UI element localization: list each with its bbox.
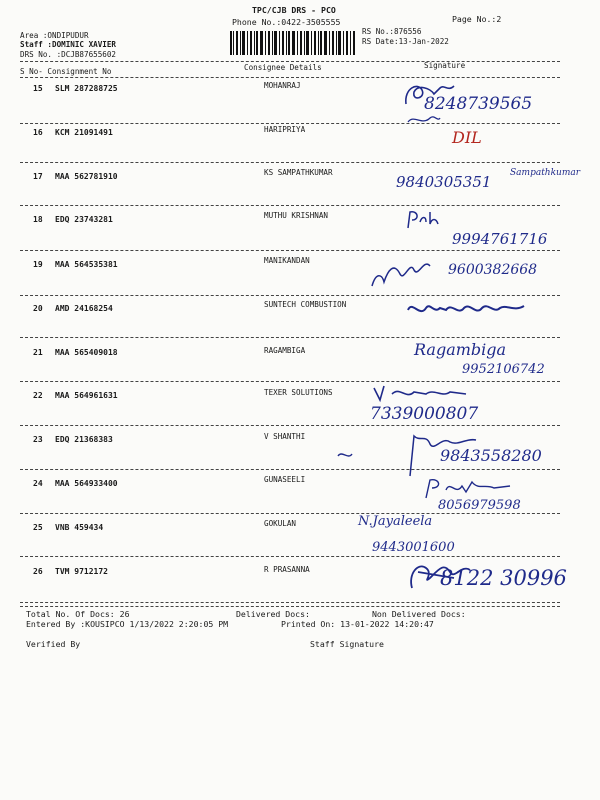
staff-signature: Staff Signature xyxy=(310,639,384,649)
barcode xyxy=(230,31,356,55)
signature-scribble xyxy=(368,252,436,292)
table-row xyxy=(0,388,600,405)
divider xyxy=(20,337,560,338)
row-consignee: GUNASEELI xyxy=(264,475,306,484)
divider xyxy=(20,250,560,251)
row-consignment: KCM 21091491 xyxy=(55,128,113,137)
row-sno: 25 xyxy=(33,523,43,532)
handwritten-name: Sampathkumar xyxy=(510,168,581,178)
divider xyxy=(20,123,560,124)
row-consignee: RAGAMBIGA xyxy=(264,346,306,355)
row-sno: 16 xyxy=(33,128,43,137)
handwritten-phone: 8122 30996 xyxy=(440,566,567,590)
signature-scribble xyxy=(370,382,480,404)
table-row xyxy=(0,348,600,362)
column-header-sno: S No- Consignment No xyxy=(20,67,112,76)
divider xyxy=(20,77,560,78)
row-consignee: KS SAMPATHKUMAR xyxy=(264,168,333,177)
column-header-consignee: Consignee Details xyxy=(244,63,322,72)
table-row xyxy=(0,125,600,142)
divider xyxy=(20,556,560,557)
row-consignment: MAA 562781910 xyxy=(55,172,118,181)
row-consignment: MAA 565409018 xyxy=(55,348,118,357)
row-consignment: MAA 564535381 xyxy=(55,260,118,269)
row-sno: 22 xyxy=(33,391,43,400)
divider xyxy=(20,61,560,62)
handwritten-phone: 9952106742 xyxy=(462,362,545,377)
row-consignment: EDQ 23743281 xyxy=(55,215,113,224)
document-title: TPC/CJB DRS - PCO xyxy=(252,5,336,15)
divider xyxy=(20,425,560,426)
printed-on: Printed On: 13-01-2022 14:20:47 xyxy=(281,619,434,629)
signature-scribble xyxy=(334,446,356,462)
row-consignment: SLM 287288725 xyxy=(55,84,118,93)
handwritten-phone: 8056979598 xyxy=(438,498,521,513)
divider xyxy=(20,205,560,206)
row-consignee: R PRASANNA xyxy=(264,565,310,574)
row-consignee: HARIPRIYA xyxy=(264,125,306,134)
row-consignee: MANIKANDAN xyxy=(264,256,310,265)
row-sno: 17 xyxy=(33,172,43,181)
row-consignment: MAA 564933400 xyxy=(55,479,118,488)
handwritten-phone: 9840305351 xyxy=(396,173,492,191)
signature-scribble xyxy=(404,112,444,128)
staff-label: Staff :DOMINIC XAVIER xyxy=(20,40,117,49)
row-consignee: MOHANRAJ xyxy=(264,81,301,90)
signature-scribble xyxy=(404,298,530,320)
handwritten-phone: 9994761716 xyxy=(452,230,548,248)
column-header-signature: Signature xyxy=(424,61,466,70)
drs-number: DRS No. :DCJB87655602 xyxy=(20,50,117,59)
rs-number: RS No.:876556 xyxy=(362,27,422,36)
handwritten-phone: 9443001600 xyxy=(372,540,455,555)
rs-date: RS Date:13-Jan-2022 xyxy=(362,37,449,46)
handwritten-name: Ragambiga xyxy=(414,340,507,359)
row-consignment: EDQ 21368383 xyxy=(55,435,113,444)
row-sno: 15 xyxy=(33,84,43,93)
divider xyxy=(20,602,560,603)
row-consignee: V SHANTHI xyxy=(264,432,306,441)
row-sno: 26 xyxy=(33,567,43,576)
handwritten-phone: 7339000807 xyxy=(370,404,479,424)
row-sno: 20 xyxy=(33,304,43,313)
handwritten-phone: 9600382668 xyxy=(448,262,538,278)
phone-number: Phone No.:0422-3505555 xyxy=(232,17,341,27)
row-sno: 21 xyxy=(33,348,43,357)
signature-scribble xyxy=(402,208,442,232)
non-delivered-docs: Non Delivered Docs: xyxy=(372,609,466,619)
row-consignee: MUTHU KRISHNAN xyxy=(264,211,329,220)
signature-scribble xyxy=(420,476,516,500)
row-consignee: GOKULAN xyxy=(264,519,297,528)
divider xyxy=(20,513,560,514)
handwritten-mark: DIL xyxy=(452,128,482,147)
row-sno: 19 xyxy=(33,260,43,269)
verified-by: Verified By xyxy=(26,639,81,649)
row-consignment: AMD 24168254 xyxy=(55,304,113,313)
handwritten-phone: 9843558280 xyxy=(440,446,542,465)
row-consignee: SUNTECH COMBUSTION xyxy=(264,300,347,309)
delivered-docs: Delivered Docs: xyxy=(236,609,310,619)
area-label: Area :ONDIPUDUR xyxy=(20,31,89,40)
row-consignment: MAA 564961631 xyxy=(55,391,118,400)
row-sno: 23 xyxy=(33,435,43,444)
total-docs: Total No. Of Docs: 26 xyxy=(26,609,130,619)
divider xyxy=(20,295,560,296)
divider xyxy=(20,162,560,163)
handwritten-name: N.Jayaleela xyxy=(358,514,433,529)
row-consignee: TEXER SOLUTIONS xyxy=(264,388,333,397)
row-sno: 18 xyxy=(33,215,43,224)
page-number: Page No.:2 xyxy=(452,14,502,24)
handwritten-phone: 8248739565 xyxy=(424,94,533,114)
row-consignment: TVM 9712172 xyxy=(55,567,108,576)
divider xyxy=(20,606,560,607)
row-sno: 24 xyxy=(33,479,43,488)
table-row xyxy=(0,211,600,229)
entered-by: Entered By :KOUSIPCO 1/13/2022 2:20:05 PM xyxy=(26,619,229,629)
row-consignment: VNB 459434 xyxy=(55,523,104,532)
